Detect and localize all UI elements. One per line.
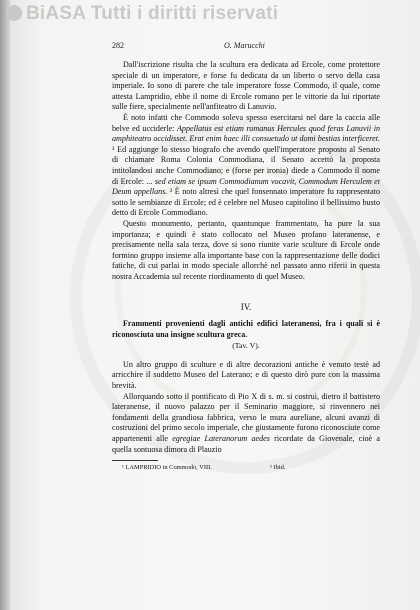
latin-quote-1: Appellatus est etiam romanus Hercules quod feras Lanuvii in amphiteatro occidisset. Erat enim haec illi consuetudo ut domi bestias interficeret. (112, 123, 380, 144)
paragraph-1: Dall'iscrizione risulta che la scultura era dedicata ad Ercole, come protettore speciale di un imperatore, e forse fu dedicata da un liberto o servo della casa imperiale. Io sono di parere che tale imperatore fosse Commodo, il quale, come attesta Lampridio, ebbe il nome di Ercole romano per le vittorie da lui riportate sulle fiere, specialmente nell'anfiteatro di Lanuvio. (112, 60, 380, 112)
section-number: IV. (240, 302, 252, 313)
footnotes (112, 463, 380, 473)
paragraph-4: Un altro gruppo di sculture e di altre decorazioni antiche è venuto testè ad arricchire il suddetto Museo del Laterano; e di questo dirò pure con la massima brevità. (112, 359, 380, 391)
watermark-logo-icon (6, 5, 22, 21)
footnote-rule (112, 460, 158, 461)
paragraph-5: Allorquando sotto il pontificato di Pio X di s. m. si costruì, dietro il battistero lateranense, il nuovo palazzo per il Seminario maggiore, si rinvennero nei fondamenti della grandiosa fabbrica, verso le mura aureliane, alcuni avanzi di costruzioni del primo secolo imperiale, che giustamente furono riconosciute come appartenenti alle egregiae Lateranorum aedes ricordate da Giovenale, cioè a quella sontuosa dimora di Plauzio (112, 391, 381, 454)
running-header (112, 41, 380, 53)
page-number: 282 (112, 41, 124, 50)
paragraph-2: È noto infatti che Commodo soleva spesso esercitarsi nel dare la caccia alle belve ed ucciderle: Appellatus est etiam romanus Hercules quod feras Lanuvii in amphiteatro occidisset. Erat enim haec illi consuetudo ut domi bestias interficeret. ¹ Ed aggiunge lo stesso biografo che avendo quell'imperatore proposto al Senato di chiamare Roma Colonia Commodiana, il Senato accettò la proposta intitolandosi anche Commodiano; e (forse per ironia) diede a Commodo il nome di Ercole: ... sed etiam se ipsum Commodianum vocavit, Commodum Herculem et Deum appellans. ² È noto altresì che quel fonsennato imperatore fu rappresentato sotto le sembianze di Ercole; ed è celebre nel Museo capitolino il bellissimo busto detto di Ercole Commodiano. (112, 112, 381, 218)
running-author: O. Marucchi (224, 41, 265, 50)
page-edge-shadow (0, 0, 10, 610)
watermark-banner (6, 3, 278, 25)
latin-quote-2: ... sed etiam se ipsum Commodianum vocavit, Commodum Herculem et Deum appellans. (112, 176, 380, 197)
footnote-2: ² Ibid. (270, 464, 286, 472)
paragraph-3: Questo monumento, pertanto, quantunque frammentato, ha pure la sua importanza; e quindi è stato collocato nel Museo profano lateranense, e precisamente nella sala terza, dove si sono riunite varie sculture di Ercole onde formino gruppo insieme alla importante base con la rappresentazione delle dodici fatiche, di cui parlai in modo speciale allorchè nel passato anno riferii in questa nostra Accademia sul recente riordinamento di quel Museo. (112, 218, 380, 281)
plate-reference: (Tav. V). (232, 341, 260, 351)
section-title: Frammenti provenienti dagli antichi edifici lateranensi, fra i quali si è riconosciuta una insigne scultura greca. (112, 319, 380, 339)
latin-quote-3: egregiae Lateranorum aedes (172, 434, 270, 443)
footnote-1: ¹ LAMPRIDIO in Commodo, VIII. (122, 464, 212, 472)
page-body (112, 60, 380, 473)
watermark-text: BiASA Tutti i diritti riservati (26, 3, 279, 24)
